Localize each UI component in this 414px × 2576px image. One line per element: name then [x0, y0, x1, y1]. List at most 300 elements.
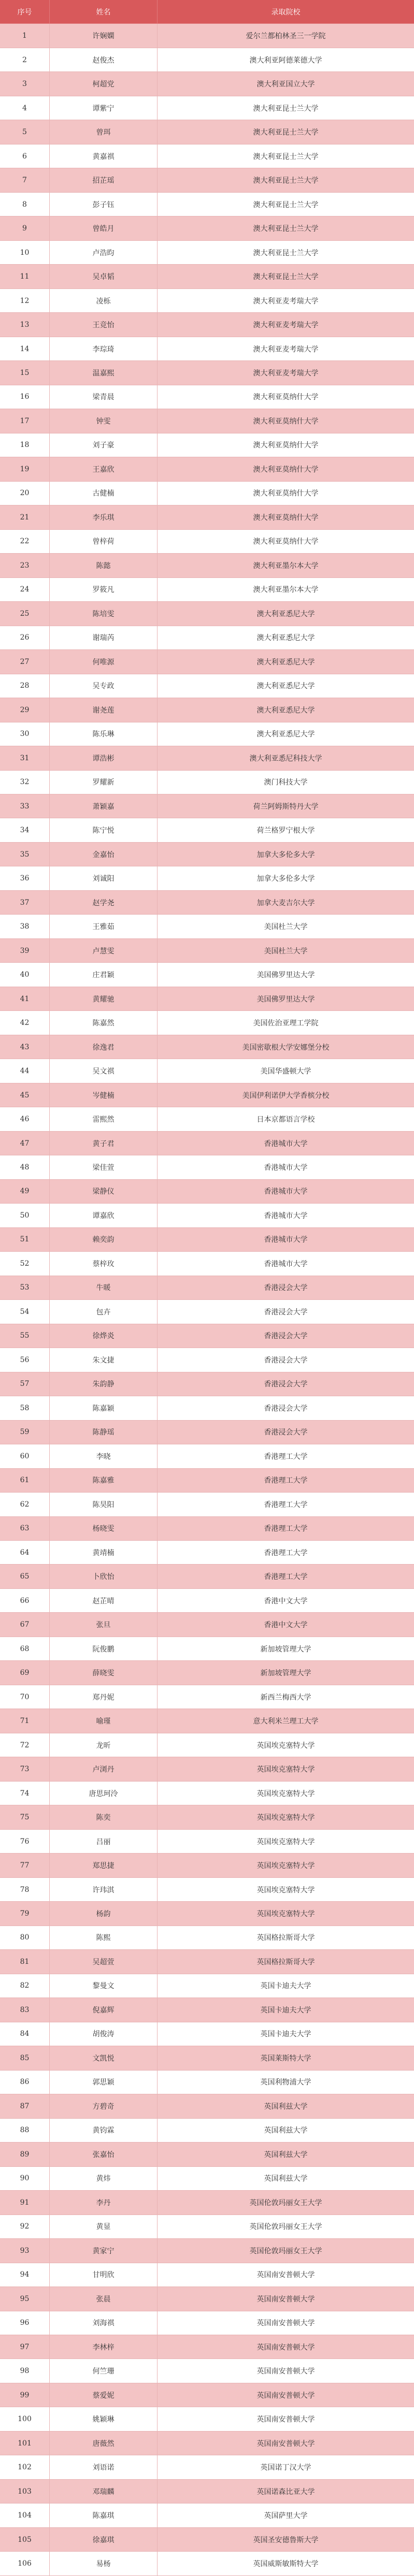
- student-name-cell: 黄嘉祺: [50, 144, 158, 168]
- school-cell: 澳大利亚麦考瑞大学: [158, 361, 414, 385]
- school-cell: 澳大利亚悉尼大学: [158, 698, 414, 722]
- school-cell: 英国南安普顿大学: [158, 2287, 414, 2311]
- student-name-cell: 梁静仪: [50, 1180, 158, 1204]
- school-cell: 英国卡迪夫大学: [158, 1974, 414, 1998]
- student-name-cell: 罗筱凡: [50, 578, 158, 602]
- school-cell: 英国卡迪夫大学: [158, 2022, 414, 2046]
- table-row: [0, 1830, 414, 1854]
- student-name-cell: 谭浩彬: [50, 746, 158, 770]
- school-cell: 日本京都语言学校: [158, 1107, 414, 1131]
- row-number-cell: 97: [0, 2335, 50, 2359]
- table-row: [0, 1854, 414, 1877]
- table-row: [0, 2407, 414, 2431]
- row-number-cell: 65: [0, 1565, 50, 1588]
- school-cell: 香港城市大学: [158, 1132, 414, 1155]
- student-name-cell: 陈熙: [50, 1926, 158, 1950]
- row-number-cell: 87: [0, 2094, 50, 2118]
- row-number-cell: 26: [0, 626, 50, 650]
- row-number-cell: 50: [0, 1204, 50, 1227]
- school-cell: 英国利兹大学: [158, 2119, 414, 2143]
- row-number-cell: 23: [0, 554, 50, 577]
- student-name-cell: 文凯悦: [50, 2046, 158, 2070]
- row-number-cell: 7: [0, 168, 50, 192]
- school-cell: 荷兰格罗宁根大学: [158, 818, 414, 842]
- school-cell: 香港浸会大学: [158, 1300, 414, 1324]
- table-row: [0, 482, 414, 505]
- row-number-cell: 32: [0, 771, 50, 794]
- table-row: [0, 289, 414, 313]
- school-cell: 澳大利亚麦考瑞大学: [158, 289, 414, 313]
- school-cell: 美国伊利诺伊大学香槟分校: [158, 1083, 414, 1107]
- school-cell: 英国南安普顿大学: [158, 2432, 414, 2455]
- row-number-cell: 42: [0, 1011, 50, 1035]
- row-number-cell: 70: [0, 1685, 50, 1709]
- student-name-cell: 钟雯: [50, 409, 158, 433]
- header-school: 录取院校: [158, 0, 414, 24]
- table-row: [0, 1757, 414, 1781]
- student-name-cell: 黄家宁: [50, 2239, 158, 2263]
- table-row: [0, 1926, 414, 1950]
- row-number-cell: 48: [0, 1155, 50, 1179]
- row-number-cell: 75: [0, 1805, 50, 1829]
- table-row: [0, 72, 414, 96]
- row-number-cell: 51: [0, 1228, 50, 1252]
- school-cell: 香港城市大学: [158, 1155, 414, 1179]
- student-name-cell: 黄炜: [50, 2167, 158, 2191]
- student-name-cell: 刘海祺: [50, 2311, 158, 2335]
- school-cell: 英国格拉斯哥大学: [158, 1950, 414, 1974]
- table-row: [0, 168, 414, 192]
- row-number-cell: 11: [0, 265, 50, 288]
- student-name-cell: 黄耀驰: [50, 987, 158, 1011]
- table-row: [0, 2359, 414, 2383]
- student-name-cell: 甘明欣: [50, 2263, 158, 2287]
- student-name-cell: 古健楠: [50, 482, 158, 505]
- school-cell: 新加坡管理大学: [158, 1661, 414, 1685]
- school-cell: 意大利米兰理工大学: [158, 1709, 414, 1733]
- school-cell: 澳大利亚悉尼大学: [158, 650, 414, 674]
- student-name-cell: 温嘉熙: [50, 361, 158, 385]
- school-cell: 新加坡管理大学: [158, 1637, 414, 1661]
- row-number-cell: 30: [0, 722, 50, 746]
- table-row: [0, 891, 414, 915]
- student-name-cell: 郑丹妮: [50, 1685, 158, 1709]
- school-cell: 英国埃克塞特大学: [158, 1902, 414, 1926]
- row-number-cell: 43: [0, 1035, 50, 1059]
- row-number-cell: 73: [0, 1757, 50, 1781]
- school-cell: 英国南安普顿大学: [158, 2383, 414, 2407]
- student-name-cell: 黄钧霖: [50, 2119, 158, 2143]
- row-number-cell: 91: [0, 2191, 50, 2215]
- row-number-cell: 88: [0, 2119, 50, 2143]
- table-row: [0, 1733, 414, 1757]
- student-name-cell: 吴专政: [50, 674, 158, 698]
- table-row: [0, 1180, 414, 1204]
- table-row: [0, 530, 414, 554]
- table-row: [0, 1709, 414, 1733]
- school-cell: 英国南安普顿大学: [158, 2407, 414, 2431]
- student-name-cell: 何竺珊: [50, 2359, 158, 2383]
- row-number-cell: 45: [0, 1083, 50, 1107]
- row-number-cell: 60: [0, 1444, 50, 1468]
- school-cell: 英国埃克塞特大学: [158, 1805, 414, 1829]
- school-cell: 澳大利亚悉尼科技大学: [158, 746, 414, 770]
- row-number-cell: 16: [0, 385, 50, 409]
- table-row: [0, 1685, 414, 1709]
- student-name-cell: 胡俊涛: [50, 2022, 158, 2046]
- student-name-cell: 李乐琪: [50, 505, 158, 529]
- school-cell: 澳大利亚昆士兰大学: [158, 265, 414, 288]
- row-number-cell: 83: [0, 1998, 50, 2022]
- school-cell: 美国佛罗里达大学: [158, 963, 414, 987]
- table-row: [0, 2215, 414, 2239]
- student-name-cell: 朱文捷: [50, 1348, 158, 1372]
- school-cell: 澳大利亚国立大学: [158, 72, 414, 96]
- row-number-cell: 85: [0, 2046, 50, 2070]
- table-row: [0, 385, 414, 409]
- school-cell: 澳大利亚昆士兰大学: [158, 216, 414, 240]
- table-row: [0, 2528, 414, 2552]
- row-number-cell: 72: [0, 1733, 50, 1757]
- row-number-cell: 57: [0, 1372, 50, 1396]
- row-number-cell: 39: [0, 939, 50, 963]
- student-name-cell: 吴超萱: [50, 1950, 158, 1974]
- row-number-cell: 95: [0, 2287, 50, 2311]
- student-name-cell: 喻瑾: [50, 1709, 158, 1733]
- table-row: [0, 2383, 414, 2407]
- student-name-cell: 张旦: [50, 1613, 158, 1637]
- row-number-cell: 69: [0, 1661, 50, 1685]
- row-number-cell: 5: [0, 120, 50, 144]
- row-number-cell: 64: [0, 1541, 50, 1565]
- student-name-cell: 李丹: [50, 2191, 158, 2215]
- school-cell: 英国埃克塞特大学: [158, 1757, 414, 1781]
- table-row: [0, 1059, 414, 1083]
- school-cell: 英国南安普顿大学: [158, 2335, 414, 2359]
- row-number-cell: 22: [0, 530, 50, 554]
- student-name-cell: 阮俊鹏: [50, 1637, 158, 1661]
- row-number-cell: 77: [0, 1854, 50, 1877]
- student-name-cell: 庄君颖: [50, 963, 158, 987]
- table-row: [0, 987, 414, 1011]
- student-name-cell: 王嘉欣: [50, 457, 158, 481]
- school-cell: 香港城市大学: [158, 1228, 414, 1252]
- school-cell: 香港浸会大学: [158, 1421, 414, 1444]
- student-name-cell: 卢慧雯: [50, 939, 158, 963]
- row-number-cell: 101: [0, 2432, 50, 2455]
- student-name-cell: 陈培雯: [50, 602, 158, 626]
- student-name-cell: 罗耀新: [50, 771, 158, 794]
- table-row: [0, 2239, 414, 2263]
- table-row: [0, 1396, 414, 1420]
- student-name-cell: 唐思珂泠: [50, 1782, 158, 1805]
- table-row: [0, 2480, 414, 2503]
- student-name-cell: 吴文祺: [50, 1059, 158, 1083]
- student-name-cell: 梁佳萱: [50, 1155, 158, 1179]
- student-name-cell: 雷熙然: [50, 1107, 158, 1131]
- school-cell: 香港中文大学: [158, 1589, 414, 1613]
- student-name-cell: 许玮淇: [50, 1878, 158, 1902]
- school-cell: 澳大利亚莫纳什大学: [158, 385, 414, 409]
- row-number-cell: 10: [0, 241, 50, 265]
- school-cell: 英国伦敦玛丽女王大学: [158, 2239, 414, 2263]
- school-cell: 香港理工大学: [158, 1565, 414, 1588]
- school-cell: 美国杜兰大学: [158, 915, 414, 938]
- school-cell: 英国圣安德鲁斯大学: [158, 2528, 414, 2552]
- table-row: [0, 1132, 414, 1155]
- school-cell: 澳大利亚阿德莱德大学: [158, 48, 414, 72]
- table-row: [0, 1011, 414, 1035]
- row-number-cell: 36: [0, 866, 50, 890]
- table-row: [0, 265, 414, 288]
- row-number-cell: 12: [0, 289, 50, 313]
- school-cell: 英国诺丁汉大学: [158, 2455, 414, 2479]
- table-row: [0, 48, 414, 72]
- student-name-cell: 金嘉怡: [50, 843, 158, 866]
- student-name-cell: 龙昕: [50, 1733, 158, 1757]
- row-number-cell: 34: [0, 818, 50, 842]
- student-name-cell: 谭嘉欣: [50, 1204, 158, 1227]
- table-row: [0, 2552, 414, 2575]
- student-name-cell: 柯超党: [50, 72, 158, 96]
- school-cell: 澳大利亚昆士兰大学: [158, 168, 414, 192]
- table-row: [0, 1083, 414, 1107]
- row-number-cell: 89: [0, 2143, 50, 2166]
- table-row: [0, 1974, 414, 1998]
- row-number-cell: 55: [0, 1324, 50, 1348]
- row-number-cell: 1: [0, 24, 50, 48]
- student-name-cell: 张嘉怡: [50, 2143, 158, 2166]
- school-cell: 香港城市大学: [158, 1180, 414, 1204]
- school-cell: 美国佛罗里达大学: [158, 987, 414, 1011]
- student-name-cell: 梁青晨: [50, 385, 158, 409]
- row-number-cell: 106: [0, 2552, 50, 2575]
- student-name-cell: 卢浏丹: [50, 1757, 158, 1781]
- student-name-cell: 邓瑞麟: [50, 2480, 158, 2503]
- row-number-cell: 3: [0, 72, 50, 96]
- school-cell: 英国诺森比亚大学: [158, 2480, 414, 2503]
- student-name-cell: 曾梓荷: [50, 530, 158, 554]
- table-row: [0, 24, 414, 48]
- student-name-cell: 徐逸君: [50, 1035, 158, 1059]
- row-number-cell: 80: [0, 1926, 50, 1950]
- student-name-cell: 赵俊杰: [50, 48, 158, 72]
- table-row: [0, 602, 414, 626]
- school-cell: 英国利物浦大学: [158, 2071, 414, 2094]
- school-cell: 英国伦敦玛丽女王大学: [158, 2191, 414, 2215]
- row-number-cell: 63: [0, 1517, 50, 1541]
- table-row: [0, 650, 414, 674]
- row-number-cell: 81: [0, 1950, 50, 1974]
- table-row: [0, 746, 414, 770]
- school-cell: 英国埃克塞特大学: [158, 1830, 414, 1854]
- table-row: [0, 120, 414, 144]
- student-name-cell: 方碧奇: [50, 2094, 158, 2118]
- table-row: [0, 818, 414, 842]
- header-number: 序号: [0, 0, 50, 24]
- table-row: [0, 505, 414, 529]
- table-row: [0, 698, 414, 722]
- school-cell: 香港城市大学: [158, 1204, 414, 1227]
- table-row: [0, 1372, 414, 1396]
- table-row: [0, 626, 414, 650]
- table-row: [0, 1228, 414, 1252]
- school-cell: 香港浸会大学: [158, 1324, 414, 1348]
- student-name-cell: 黄子君: [50, 1132, 158, 1155]
- table-row: [0, 96, 414, 120]
- row-number-cell: 61: [0, 1469, 50, 1493]
- table-row: [0, 1300, 414, 1324]
- school-cell: 荷兰阿姆斯特丹大学: [158, 794, 414, 818]
- row-number-cell: 8: [0, 193, 50, 216]
- table-row: [0, 1902, 414, 1926]
- student-name-cell: 杨韵: [50, 1902, 158, 1926]
- school-cell: 英国埃克塞特大学: [158, 1854, 414, 1877]
- row-number-cell: 53: [0, 1276, 50, 1300]
- school-cell: 澳大利亚麦考瑞大学: [158, 313, 414, 337]
- table-row: [0, 722, 414, 746]
- student-name-cell: 凌栎: [50, 289, 158, 313]
- school-cell: 英国埃克塞特大学: [158, 1878, 414, 1902]
- table-row: [0, 915, 414, 938]
- school-cell: 香港中文大学: [158, 1613, 414, 1637]
- table-row: [0, 313, 414, 337]
- student-name-cell: 陈乐琳: [50, 722, 158, 746]
- table-header: [0, 0, 414, 24]
- table-row: [0, 1107, 414, 1131]
- student-name-cell: 朱韵静: [50, 1372, 158, 1396]
- student-name-cell: 谢尧莲: [50, 698, 158, 722]
- student-name-cell: 李琮琦: [50, 337, 158, 361]
- table-row: [0, 1276, 414, 1300]
- row-number-cell: 76: [0, 1830, 50, 1854]
- student-name-cell: 陈嘉雅: [50, 1469, 158, 1493]
- table-row: [0, 794, 414, 818]
- row-number-cell: 38: [0, 915, 50, 938]
- table-row: [0, 939, 414, 963]
- school-cell: 澳大利亚莫纳什大学: [158, 530, 414, 554]
- table-row: [0, 1155, 414, 1179]
- school-cell: 澳大利亚昆士兰大学: [158, 193, 414, 216]
- student-name-cell: 李晓: [50, 1444, 158, 1468]
- row-number-cell: 102: [0, 2455, 50, 2479]
- student-name-cell: 吴卓韬: [50, 265, 158, 288]
- school-cell: 澳大利亚麦考瑞大学: [158, 337, 414, 361]
- student-name-cell: 倪嘉辉: [50, 1998, 158, 2022]
- row-number-cell: 90: [0, 2167, 50, 2191]
- table-row: [0, 1517, 414, 1541]
- school-cell: 美国杜兰大学: [158, 939, 414, 963]
- row-number-cell: 58: [0, 1396, 50, 1420]
- row-number-cell: 2: [0, 48, 50, 72]
- table-row: [0, 1950, 414, 1974]
- student-name-cell: 陈宁悦: [50, 818, 158, 842]
- school-cell: 澳大利亚莫纳什大学: [158, 457, 414, 481]
- school-cell: 澳大利亚悉尼大学: [158, 602, 414, 626]
- school-cell: 加拿大多伦多大学: [158, 843, 414, 866]
- student-name-cell: 黄显: [50, 2215, 158, 2239]
- table-row: [0, 1493, 414, 1516]
- table-row: [0, 2335, 414, 2359]
- table-row: [0, 2455, 414, 2479]
- row-number-cell: 62: [0, 1493, 50, 1516]
- table-row: [0, 241, 414, 265]
- row-number-cell: 25: [0, 602, 50, 626]
- row-number-cell: 33: [0, 794, 50, 818]
- table-row: [0, 1324, 414, 1348]
- table-row: [0, 771, 414, 794]
- table-row: [0, 1469, 414, 1493]
- school-cell: 英国威斯敏斯特大学: [158, 2552, 414, 2575]
- student-name-cell: 姚颖琳: [50, 2407, 158, 2431]
- row-number-cell: 68: [0, 1637, 50, 1661]
- school-cell: 香港理工大学: [158, 1493, 414, 1516]
- student-name-cell: 包卉: [50, 1300, 158, 1324]
- student-name-cell: 徐烨炎: [50, 1324, 158, 1348]
- school-cell: 澳大利亚悉尼大学: [158, 626, 414, 650]
- school-cell: 香港浸会大学: [158, 1348, 414, 1372]
- row-number-cell: 31: [0, 746, 50, 770]
- student-name-cell: 萧颖嘉: [50, 794, 158, 818]
- row-number-cell: 96: [0, 2311, 50, 2335]
- student-name-cell: 王雅茹: [50, 915, 158, 938]
- row-number-cell: 20: [0, 482, 50, 505]
- school-cell: 英国南安普顿大学: [158, 2263, 414, 2287]
- student-name-cell: 陈奕: [50, 1805, 158, 1829]
- school-cell: 澳大利亚昆士兰大学: [158, 96, 414, 120]
- school-cell: 澳大利亚悉尼大学: [158, 722, 414, 746]
- table-row: [0, 1348, 414, 1372]
- row-number-cell: 84: [0, 2022, 50, 2046]
- school-cell: 澳大利亚悉尼大学: [158, 674, 414, 698]
- table-row: [0, 1998, 414, 2022]
- student-name-cell: 杨晓雯: [50, 1517, 158, 1541]
- table-row: [0, 1035, 414, 1059]
- student-name-cell: 李林梓: [50, 2335, 158, 2359]
- school-cell: 英国萨里大学: [158, 2503, 414, 2527]
- school-cell: 澳大利亚莫纳什大学: [158, 409, 414, 433]
- table-row: [0, 2046, 414, 2070]
- school-cell: 香港理工大学: [158, 1444, 414, 1468]
- table-row: [0, 1252, 414, 1276]
- row-number-cell: 4: [0, 96, 50, 120]
- row-number-cell: 47: [0, 1132, 50, 1155]
- table-row: [0, 2022, 414, 2046]
- school-cell: 澳大利亚昆士兰大学: [158, 120, 414, 144]
- school-cell: 香港理工大学: [158, 1541, 414, 1565]
- school-cell: 香港浸会大学: [158, 1396, 414, 1420]
- row-number-cell: 14: [0, 337, 50, 361]
- school-cell: 新西兰梅西大学: [158, 1685, 414, 1709]
- table-row: [0, 1782, 414, 1805]
- school-cell: 美国密歇根大学安娜堡分校: [158, 1035, 414, 1059]
- school-cell: 香港理工大学: [158, 1469, 414, 1493]
- student-name-cell: 蔡梓玫: [50, 1252, 158, 1276]
- row-number-cell: 27: [0, 650, 50, 674]
- table-row: [0, 843, 414, 866]
- school-cell: 英国伦敦玛丽女王大学: [158, 2215, 414, 2239]
- row-number-cell: 104: [0, 2503, 50, 2527]
- row-number-cell: 100: [0, 2407, 50, 2431]
- row-number-cell: 94: [0, 2263, 50, 2287]
- student-name-cell: 郭思颖: [50, 2071, 158, 2094]
- table-row: [0, 2094, 414, 2118]
- table-row: [0, 1805, 414, 1829]
- student-name-cell: 黎曼文: [50, 1974, 158, 1998]
- student-name-cell: 陈懿: [50, 554, 158, 577]
- row-number-cell: 105: [0, 2528, 50, 2552]
- row-number-cell: 92: [0, 2215, 50, 2239]
